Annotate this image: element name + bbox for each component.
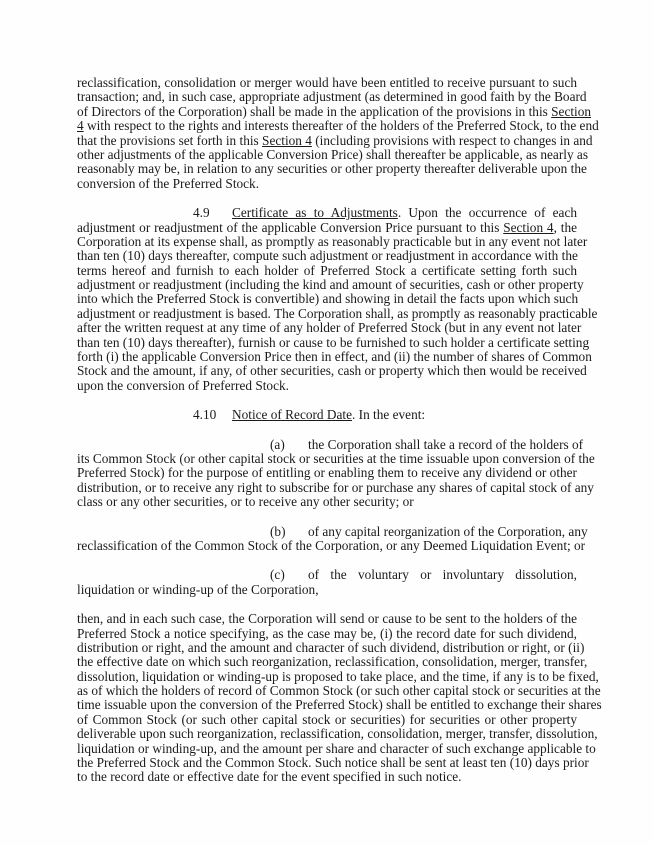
- text-line: [77, 755, 589, 771]
- text-segment: the Corporation shall take a record of the holders of: [308, 436, 584, 452]
- text-line: [77, 726, 598, 742]
- text-segment: distribution, or to receive any right to subscribe for or purchase any shares of capital stock of any: [77, 479, 594, 495]
- section-number: (c): [270, 567, 285, 583]
- text-segment: distribution or right, and the amount and character of such dividend, distribution or right, or (ii): [77, 639, 585, 655]
- underlined-reference: Notice of Record Date: [232, 407, 352, 423]
- text-segment: liquidation or winding-up of the Corporation,: [77, 581, 319, 597]
- text-line: [77, 264, 577, 278]
- text-segment: (including provisions with respect to changes in and: [311, 132, 593, 148]
- text-segment: with respect to the rights and interests thereafter of the holders of the Preferred Stock, to the end: [83, 118, 599, 134]
- text-segment: Preferred Stock a notice specifying, as the case may be, (i) the record date for such dividend,: [77, 625, 577, 641]
- paragraph-notice: [77, 611, 602, 785]
- text-segment: its Common Stock (or other capital stock or securities at the time issuable upon conversion of the: [77, 450, 595, 466]
- text-line: [77, 568, 577, 582]
- text-line: [77, 118, 599, 134]
- text-line: [77, 450, 595, 466]
- text-segment: adjustment or readjustment (including the kind and amount of securities, cash or other property: [77, 277, 584, 293]
- text-line: [77, 436, 584, 452]
- text-segment: dissolution, liquidation or winding-up is proposed to take place, and the time, if any is to be fixed,: [77, 668, 599, 684]
- section-number: (b): [270, 523, 286, 539]
- document-body: [77, 75, 602, 800]
- text-line: [77, 583, 577, 597]
- text-line: [77, 612, 577, 626]
- text-segment: adjustment or readjustment is based. The Corporation shall, as promptly as reasonably practicable: [77, 305, 598, 321]
- text-line: [77, 334, 590, 350]
- text-line: [77, 349, 592, 365]
- text-line: [77, 363, 587, 379]
- text-segment: to the record date or effective date for the event specified in such notice.: [77, 769, 462, 785]
- text-line: [77, 249, 577, 263]
- text-segment: Stock and the amount, if any, of other securities, cash or property which then would be received: [77, 363, 587, 379]
- text-line: [77, 379, 577, 393]
- text-line: [77, 770, 577, 784]
- section-4-9: [77, 205, 598, 393]
- text-segment: that the provisions set forth in this: [77, 132, 263, 148]
- text-line: [77, 639, 585, 655]
- clause-c: [77, 568, 577, 597]
- text-line: [77, 740, 596, 756]
- text-segment: forth (i) the applicable Conversion Price then in effect, and (ii) the number of shares of Common: [77, 349, 592, 365]
- text-line: [77, 654, 588, 670]
- clause-b: [77, 523, 588, 554]
- text-segment: reclassification, consolidation or merger would have been entitled to receive pursuant to such: [77, 75, 577, 90]
- text-segment: upon the conversion of Preferred Stock.: [77, 377, 289, 393]
- section-4-10: [77, 408, 577, 422]
- text-segment: transaction; and, in such case, appropriate adjustment (as determined in good faith by the Board: [77, 89, 587, 105]
- text-line: [77, 305, 598, 321]
- text-segment: time issuable upon the conversion of the Preferred Stock) shall be entitled to exchange their shares: [77, 697, 602, 713]
- text-segment: . Upon the occurrence of each: [397, 205, 577, 221]
- section-number: (a): [270, 436, 285, 452]
- text-line: [77, 76, 577, 90]
- text-line: [77, 537, 586, 553]
- text-line: [77, 132, 593, 148]
- text-segment: after the written request at any time of any holder of Preferred Stock (but in any event not later: [77, 320, 582, 336]
- text-segment: of Directors of the Corporation) shall be made in the application of the provisions in this: [77, 103, 552, 119]
- text-segment: than ten (10) days thereafter, compute such adjustment or readjustment in accordance with the: [77, 248, 578, 264]
- text-segment: as of which the holders of record of Common Stock (or such other capital stock or securities at the: [77, 683, 601, 699]
- text-line: [77, 495, 577, 509]
- text-line: [77, 523, 588, 539]
- text-segment: terms hereof and furnish to each holder of Preferred Stock a certificate setting forth such: [77, 262, 577, 278]
- text-line: [77, 668, 599, 684]
- section-number: 4.10: [193, 407, 217, 423]
- text-segment: . In the event:: [352, 407, 426, 423]
- text-segment: class or any other securities, or to receive any other security; or: [77, 494, 414, 510]
- text-line: [77, 89, 587, 105]
- text-segment: the effective date on which such reorganization, reclassification, consolidation, merger, transfer,: [77, 654, 588, 670]
- text-segment: other adjustments of the applicable Conversion Price) shall thereafter be applicable, as nearly as: [77, 146, 589, 162]
- text-segment: than ten (10) days thereafter), furnish or cause to be furnished to such holder a certificate setting: [77, 334, 590, 350]
- text-line: [77, 408, 577, 422]
- text-line: [77, 233, 588, 249]
- text-segment: Corporation at its expense shall, as promptly as reasonably practicable but in any event not later: [77, 233, 588, 249]
- text-line: [77, 697, 602, 713]
- text-segment: reasonably may be, in relation to any securities or other property thereafter deliverable upon the: [77, 161, 587, 177]
- text-line: [77, 479, 594, 495]
- underlined-reference: Section 4: [503, 219, 554, 235]
- text-segment: of the voluntary or involuntary dissolution,: [308, 567, 577, 583]
- text-segment: of any capital reorganization of the Corporation, any: [308, 523, 588, 539]
- text-segment: deliverable upon such reorganization, reclassification, consolidation, merger, transfer, dissolution,: [77, 726, 598, 742]
- underlined-reference: Section: [551, 103, 592, 119]
- text-line: [77, 683, 601, 699]
- text-segment: , the: [553, 219, 577, 235]
- text-line: [77, 146, 589, 162]
- text-segment: then, and in each such case, the Corporation will send or cause to be sent to the holders of the: [77, 611, 577, 627]
- text-line: [77, 292, 577, 306]
- underlined-reference: Section 4: [262, 132, 312, 148]
- text-line: [77, 320, 582, 336]
- text-segment: into which the Preferred Stock is convertible) and showing in detail the facts upon which such: [77, 291, 579, 307]
- text-line: [77, 177, 577, 191]
- text-line: [77, 206, 577, 220]
- underlined-reference: 4: [77, 118, 84, 134]
- text-line: [77, 103, 592, 119]
- text-line: [77, 627, 577, 641]
- text-line: [77, 161, 587, 177]
- text-line: [77, 466, 577, 480]
- clause-a: [77, 436, 595, 510]
- paragraph-continuation: [77, 75, 599, 191]
- section-number: 4.9: [193, 205, 210, 221]
- text-line: [77, 221, 577, 235]
- text-segment: reclassification of the Common Stock of the Corporation, or any Deemed Liquidation Event; or: [77, 537, 586, 553]
- text-segment: the Preferred Stock and the Common Stock. Such notice shall be sent at least ten (10) days prior: [77, 755, 589, 771]
- text-segment: adjustment or readjustment of the applicable Conversion Price pursuant to this: [77, 219, 504, 235]
- text-line: [77, 713, 577, 727]
- text-segment: conversion of the Preferred Stock.: [77, 175, 260, 191]
- underlined-reference: Certificate as to Adjustments: [232, 205, 398, 221]
- text-segment: liquidation or winding-up, and the amount per share and character of such exchange applicable to: [77, 740, 596, 756]
- text-segment: Preferred Stock) for the purpose of entitling or enabling them to receive any dividend or other: [77, 465, 577, 481]
- text-line: [77, 277, 584, 293]
- text-segment: of Common Stock (or such other capital stock or securities) for securities or other property: [77, 711, 577, 727]
